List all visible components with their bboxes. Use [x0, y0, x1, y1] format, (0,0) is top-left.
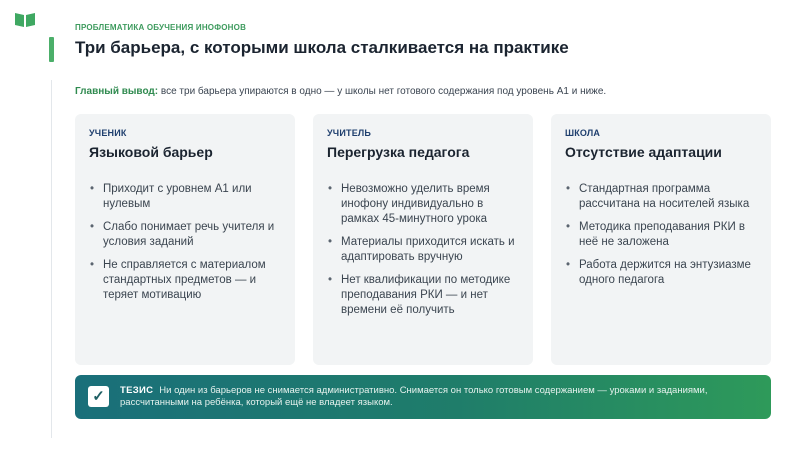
- card-title: Языковой барьер: [89, 144, 213, 160]
- list-item: • Не справляется с материалом стандартных предметов — и теряет мотивацию: [89, 258, 281, 303]
- list-item: • Нет квалификации по методике преподавания РКИ — и нет времени её получить: [327, 273, 519, 318]
- main-conclusion: [75, 86, 606, 97]
- card-tag: ШКОЛА: [565, 128, 601, 138]
- title-accent-bar: [49, 37, 54, 62]
- open-book-icon: [14, 12, 36, 28]
- list-item: • Методика преподавания РКИ в неё не заложена: [565, 220, 757, 250]
- barrier-card-student: [75, 114, 295, 365]
- barrier-card-teacher: [313, 114, 533, 365]
- card-bullet-list: [565, 182, 757, 288]
- barrier-card-school: [551, 114, 771, 365]
- page-title: Три барьера, с которыми школа сталкивается на практике: [75, 38, 569, 57]
- thesis-label: ТЕЗИС: [120, 385, 154, 396]
- thesis-banner: [75, 375, 771, 419]
- main-conclusion-label: Главный вывод:: [75, 86, 159, 97]
- list-item: • Стандартная программа рассчитана на носителей языка: [565, 182, 757, 212]
- card-tag: УЧИТЕЛЬ: [327, 128, 372, 138]
- card-title: Перегрузка педагога: [327, 144, 470, 160]
- thesis-text-block: [120, 385, 760, 409]
- checkmark-icon: ✓: [88, 386, 109, 407]
- list-item: • Невозможно уделить время инофону индивидуально в рамках 45-минутного урока: [327, 182, 519, 227]
- list-item: • Работа держится на энтузиазме одного педагога: [565, 258, 757, 288]
- vertical-rule: [51, 80, 52, 438]
- card-title: Отсутствие адаптации: [565, 144, 722, 160]
- main-conclusion-text: все три барьера упираются в одно — у школы нет готового содержания под уровень А1 и ниже.: [160, 86, 607, 97]
- card-bullet-list: [327, 182, 519, 318]
- section-eyebrow: ПРОБЛЕМАТИКА ОБУЧЕНИЯ ИНОФОНОВ: [75, 23, 247, 32]
- list-item: • Материалы приходится искать и адаптировать вручную: [327, 235, 519, 265]
- card-tag: УЧЕНИК: [89, 128, 127, 138]
- thesis-text: Ни один из барьеров не снимается административно. Снимается он только готовым содержанием — уроками и заданиями, рассчитанными на ребёнка, который ещё не владеет языком.: [120, 385, 708, 408]
- list-item: • Приходит с уровнем А1 или нулевым: [89, 182, 281, 212]
- list-item: • Слабо понимает речь учителя и условия заданий: [89, 220, 281, 250]
- card-bullet-list: [89, 182, 281, 303]
